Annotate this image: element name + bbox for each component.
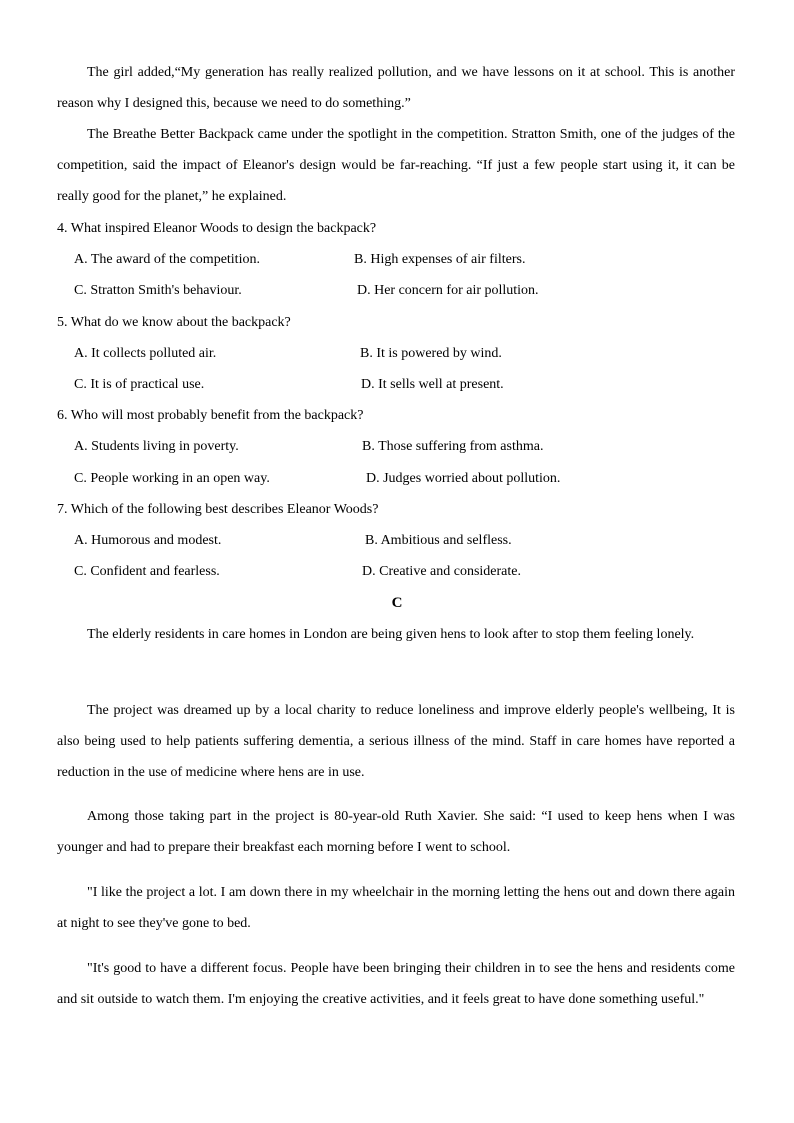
question-4-stem: 4. What inspired Eleanor Woods to design the backpack? — [57, 221, 377, 236]
passage-b-paragraph-1: The girl added,“My generation has really realized pollution, and we have lessons on it at school. This is another reason why I designed this, because we need to do something.” — [57, 65, 735, 111]
question-7-option-b: B. Ambitious and selfless. — [365, 533, 512, 548]
question-6-option-c: C. People working in an open way. — [74, 471, 270, 486]
passage-b-paragraph-2: The Breathe Better Backpack came under the spotlight in the competition. Stratton Smith, one of the judges of the competition, said the impact of Eleanor's design would be far-reaching. “If just a few people start using it, it can be really good for the planet,” he explained. — [57, 127, 735, 204]
question-5-option-a: A. It collects polluted air. — [74, 346, 217, 361]
question-7-stem: 7. Which of the following best describes Eleanor Woods? — [57, 502, 379, 517]
question-4-option-c: C. Stratton Smith's behaviour. — [74, 283, 242, 298]
passage-c-paragraph-3: Among those taking part in the project is 80-year-old Ruth Xavier. She said: “I used to keep hens when I was younger and had to prepare their breakfast each morning before I went to school. — [57, 809, 735, 855]
question-4-option-a: A. The award of the competition. — [74, 252, 260, 267]
question-7-option-c: C. Confident and fearless. — [74, 564, 220, 579]
question-5-stem: 5. What do we know about the backpack? — [57, 315, 291, 330]
question-5-option-b: B. It is powered by wind. — [360, 346, 502, 361]
question-6-option-d: D. Judges worried about pollution. — [366, 471, 561, 486]
question-6-option-a: A. Students living in poverty. — [74, 439, 239, 454]
question-6-stem: 6. Who will most probably benefit from the backpack? — [57, 408, 364, 423]
passage-c-paragraph-5: "It's good to have a different focus. People have been bringing their children in to see the hens and residents come and sit outside to watch them. I'm enjoying the creative activities, and it feels great to have done something useful." — [57, 961, 735, 1007]
question-4-option-b: B. High expenses of air filters. — [354, 252, 526, 267]
passage-c-paragraph-1: The elderly residents in care homes in London are being given hens to look after to stop them feeling lonely. — [87, 627, 695, 642]
question-7-option-a: A. Humorous and modest. — [74, 533, 222, 548]
question-6-option-b: B. Those suffering from asthma. — [362, 439, 544, 454]
question-5-option-c: C. It is of practical use. — [74, 377, 205, 392]
passage-c-paragraph-2: The project was dreamed up by a local charity to reduce loneliness and improve elderly people's wellbeing, It is also being used to help patients suffering dementia, a serious illness of the mind. Staff in care homes have reported a reduction in the use of medicine where hens are in use. — [57, 703, 735, 780]
question-7-option-d: D. Creative and considerate. — [362, 564, 521, 579]
passage-c-paragraph-4: "I like the project a lot. I am down there in my wheelchair in the morning letting the hens out and down there again at night to see they've gone to bed. — [57, 885, 735, 931]
question-5-option-d: D. It sells well at present. — [361, 377, 504, 392]
question-4-option-d: D. Her concern for air pollution. — [357, 283, 539, 298]
passage-c-heading: C — [391, 595, 403, 611]
